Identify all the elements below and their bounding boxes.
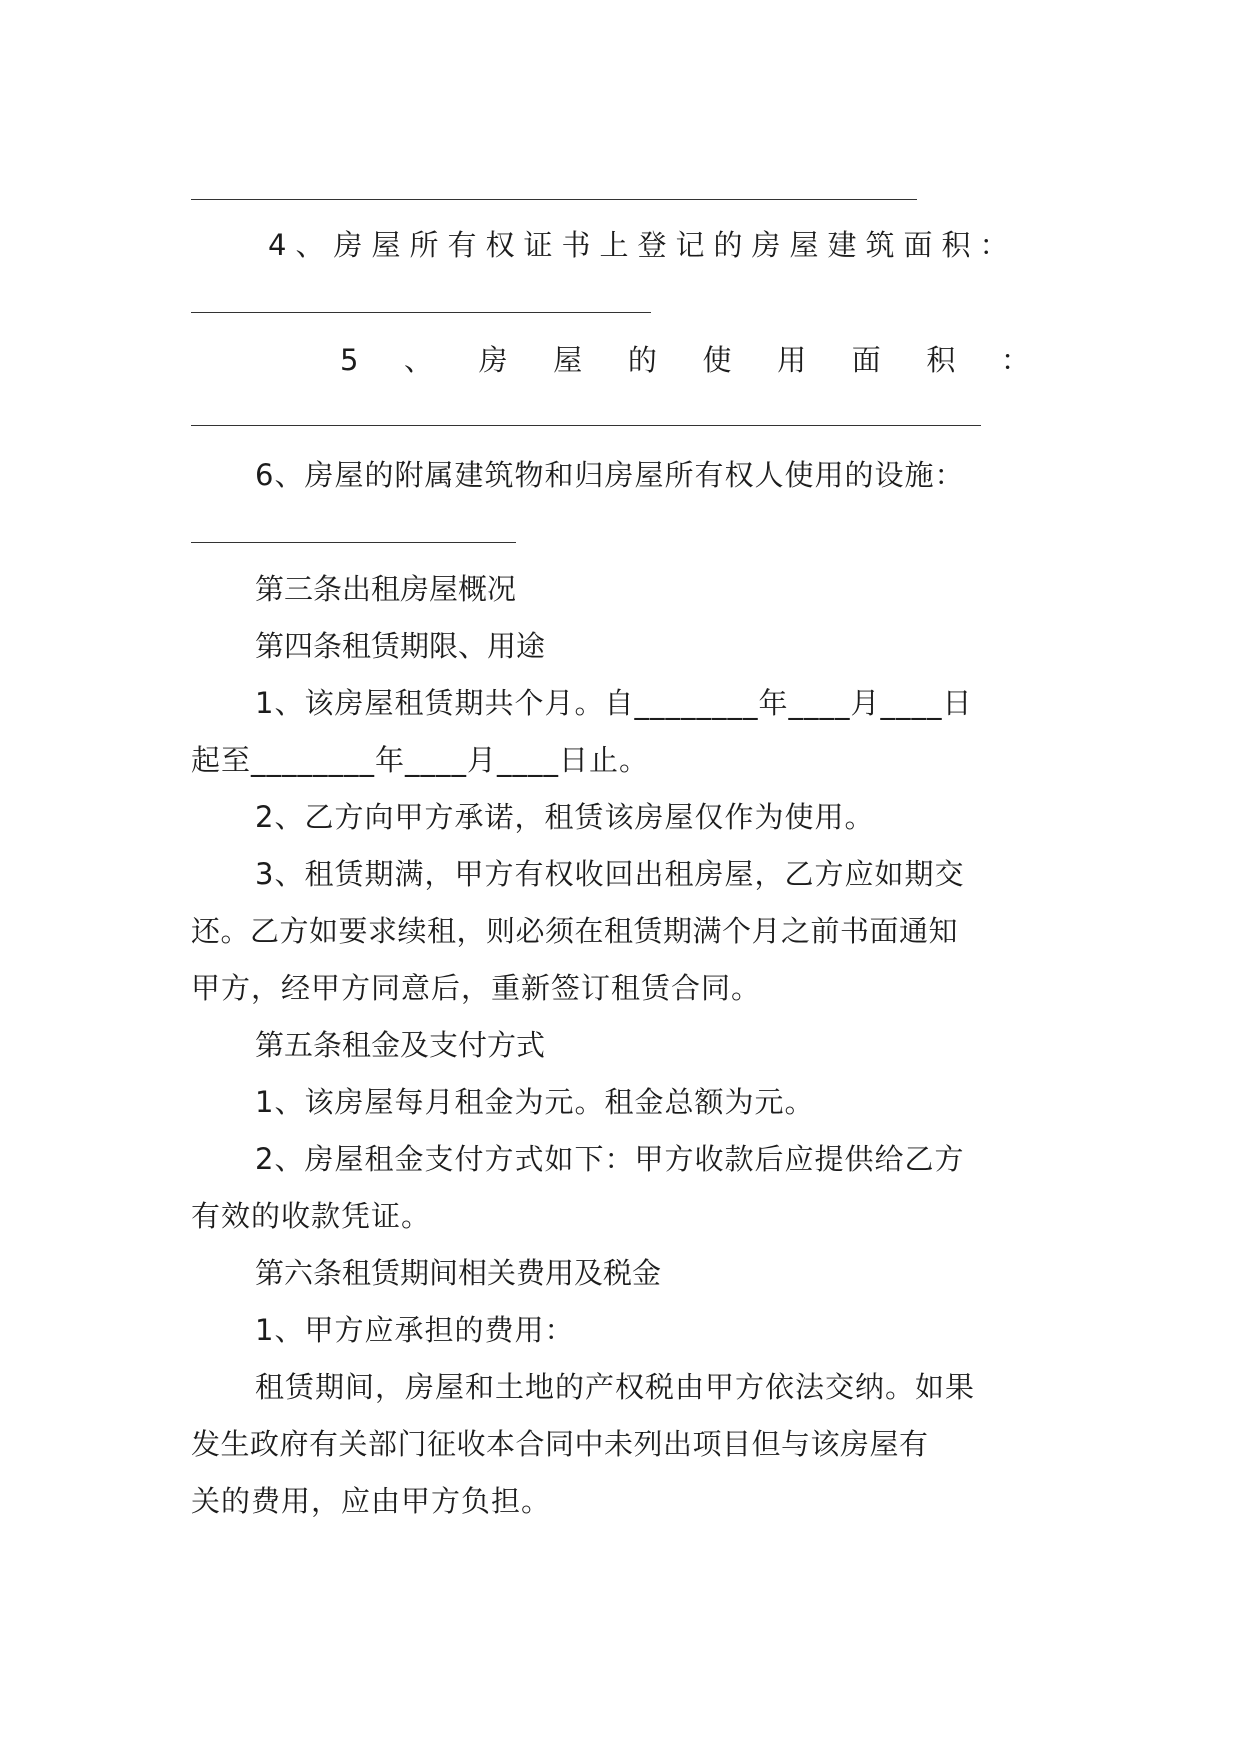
article-6-paragraph-line-3: 关的费用，应由甲方负担。: [191, 1484, 552, 1518]
item-5-usable-area: 5 、 房 屋 的 使 用 面 积 ：: [340, 343, 1030, 377]
article-4-clause-3-line-3: 甲方，经甲方同意后，重新签订租赁合同。: [191, 971, 762, 1005]
article-3-heading: 第三条出租房屋概况: [255, 572, 517, 606]
article-4-clause-3-line-1: 3、租赁期满，甲方有权收回出租房屋，乙方应如期交: [255, 857, 965, 891]
article-6-heading: 第六条租赁期间相关费用及税金: [255, 1256, 662, 1290]
article-6-paragraph-line-2: 发生政府有关部门征收本合同中未列出项目但与该房屋有: [191, 1427, 929, 1461]
article-4-heading: 第四条租赁期限、用途: [255, 629, 546, 663]
article-6-clause-1: 1、甲方应承担的费用：: [255, 1313, 575, 1347]
item-6-facilities: 6、房屋的附属建筑物和归房屋所有权人使用的设施：: [255, 458, 965, 492]
blank-line-4: [191, 542, 516, 543]
article-4-clause-3-line-2: 还。乙方如要求续租，则必须在租赁期满个月之前书面通知: [191, 914, 959, 948]
article-4-clause-2: 2、乙方向甲方承诺，租赁该房屋仅作为使用。: [255, 800, 875, 834]
article-4-clause-1-line-1: 1、该房屋租赁期共个月。自________年____月____日: [255, 686, 973, 720]
blank-line-1: [191, 199, 917, 200]
article-4-clause-1-line-2: 起至________年____月____日止。: [191, 743, 650, 777]
article-5-clause-1: 1、该房屋每月租金为元。租金总额为元。: [255, 1085, 815, 1119]
article-5-heading: 第五条租金及支付方式: [255, 1028, 546, 1062]
item-4-building-area: 4、房屋所有权证书上登记的房屋建筑面积：: [268, 228, 1018, 262]
blank-line-3: [191, 425, 981, 426]
article-5-clause-2-line-2: 有效的收款凭证。: [191, 1199, 432, 1233]
article-6-paragraph-line-1: 租赁期间，房屋和土地的产权税由甲方依法交纳。如果: [255, 1370, 976, 1404]
blank-line-2: [191, 312, 651, 313]
article-5-clause-2-line-1: 2、房屋租金支付方式如下：甲方收款后应提供给乙方: [255, 1142, 965, 1176]
